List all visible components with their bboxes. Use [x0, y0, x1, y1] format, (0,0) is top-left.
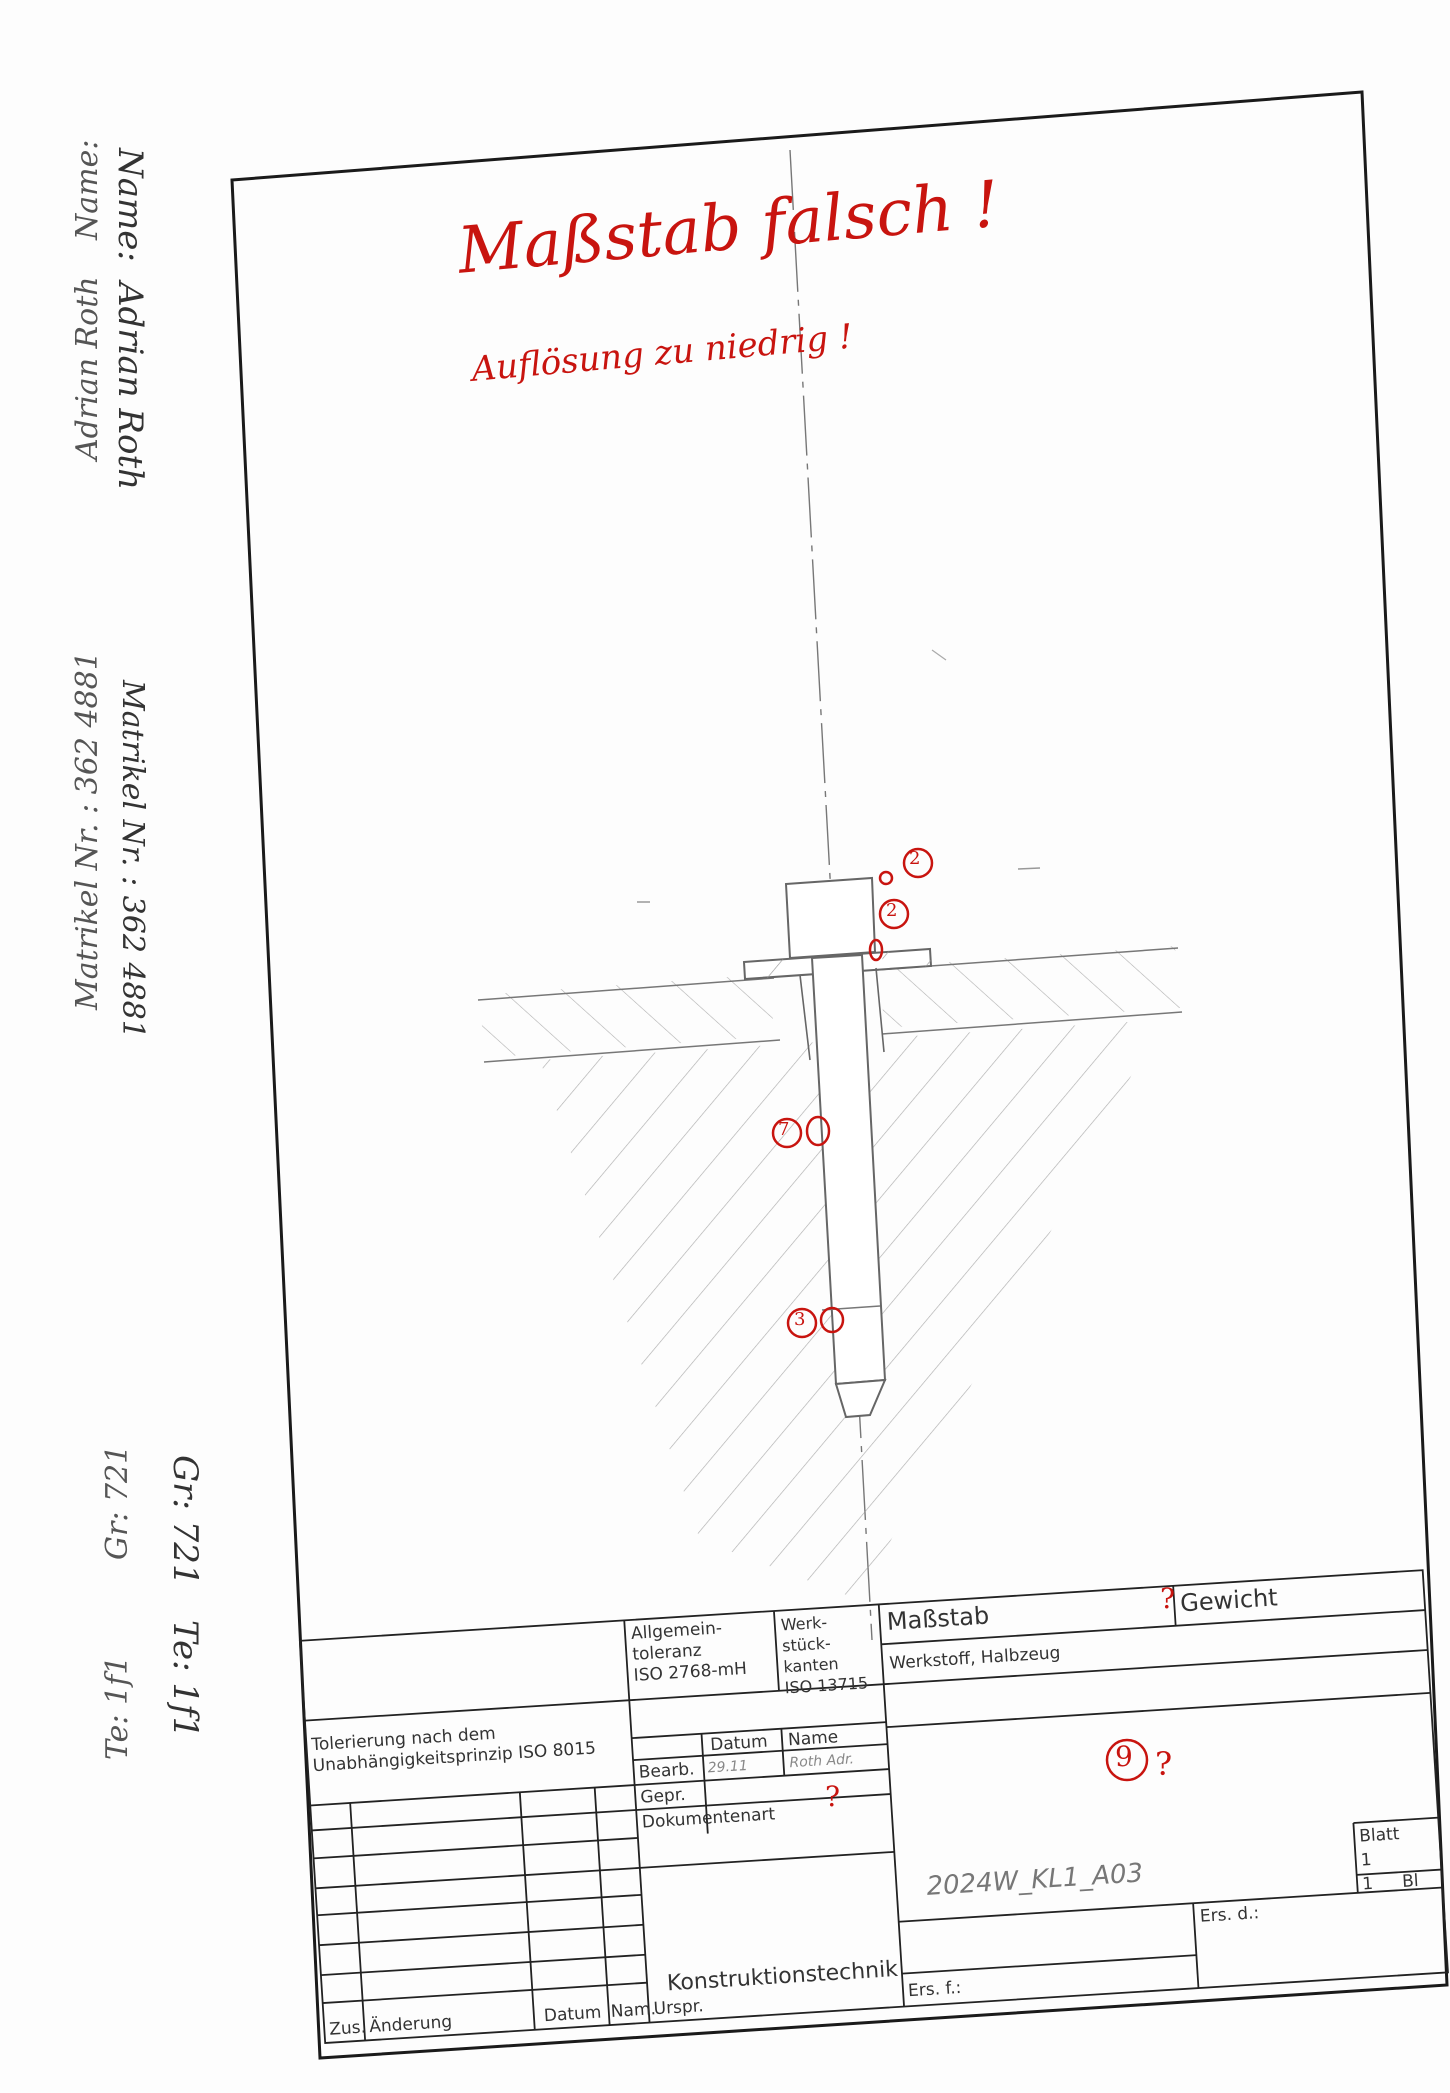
mirrored-name-label: Name: — [70, 139, 105, 240]
drawing-number: 2024W_KL1_A03 — [925, 1858, 1144, 1902]
gepr-label: Gepr. — [639, 1784, 687, 1808]
sheet-label: Blatt — [1358, 1824, 1400, 1847]
rev-change: Änderung — [368, 2012, 453, 2038]
mirrored-matrikel: Matrikel Nr. : 362 4881 — [70, 651, 105, 1010]
sheet-total: 1 — [1361, 1873, 1374, 1895]
mark-9: 9 — [1115, 1740, 1133, 1773]
mirrored-te: Te: 1f1 — [100, 1655, 135, 1760]
name-value: Adrian Roth — [110, 282, 150, 491]
matrikel-number: Matrikel Nr. : 362 4881 — [115, 680, 150, 1039]
mark-7: 7 — [778, 1119, 790, 1140]
rev-origin: Urspr. — [653, 1996, 705, 2020]
rev-name: Nam. — [610, 1999, 657, 2022]
question-doc-type: ? — [825, 1780, 841, 1813]
mirrored-group: Gr: 721 — [100, 1444, 135, 1560]
question-title: ? — [1155, 1745, 1173, 1783]
rev-date: Datum — [543, 2002, 602, 2027]
bearb-label: Bearb. — [638, 1759, 696, 1783]
replacement-for: Ers. f.: — [907, 1977, 962, 2002]
name-header: Name — [787, 1727, 839, 1751]
correction-headline: Maßstab falsch ! — [455, 167, 1003, 289]
department: Konstruktionstechnik — [666, 1956, 899, 1997]
question-scale: ? — [1160, 1582, 1176, 1615]
mirrored-name-value: Adrian Roth — [70, 276, 105, 460]
mark-2b: 2 — [886, 900, 898, 921]
te-number: Te: 1f1 — [165, 1620, 205, 1739]
bearb-date: 29.11 — [707, 1757, 749, 1777]
mark-2a: 2 — [909, 848, 921, 869]
tolerance-note: Tolerierung nach dem Unabhängigkeitsprinzip ISO 8015 — [310, 1723, 597, 1777]
name-label: Name: — [110, 148, 150, 262]
scale-label: Maßstab — [885, 1601, 990, 1636]
material-label: Werkstoff, Halbzeug — [888, 1643, 1062, 1674]
document-type-label: Dokumentenart — [641, 1804, 776, 1833]
replaced-by: Ers. d.: — [1199, 1903, 1260, 1927]
sheet-bl: Bl — [1401, 1871, 1420, 1893]
weight-label: Gewicht — [1179, 1583, 1279, 1618]
sheet-number: 1 — [1360, 1849, 1373, 1871]
workpiece-edges: Werk- stück- kanten ISO 13715 — [780, 1612, 869, 1698]
rev-zus: Zus. — [328, 2017, 367, 2040]
mark-3: 3 — [794, 1309, 806, 1330]
group-number: Gr: 721 — [165, 1455, 205, 1586]
bearb-name: Roth Adr. — [789, 1751, 855, 1772]
correction-subline: Auflösung zu niedrig ! — [470, 316, 855, 390]
general-tolerance: Allgemein- toleranz ISO 2768-mH — [630, 1618, 748, 1686]
date-header: Datum — [709, 1731, 769, 1756]
